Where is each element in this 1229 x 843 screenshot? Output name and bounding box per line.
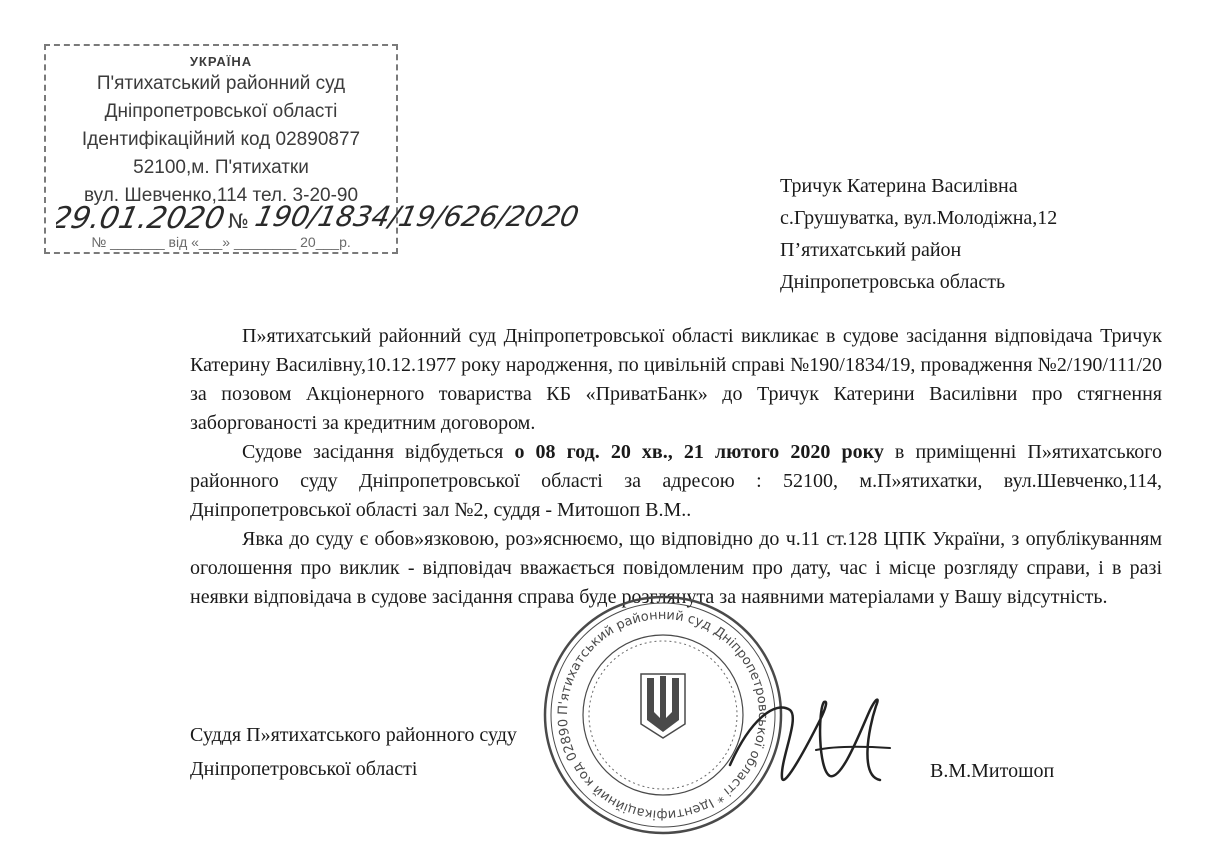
addressee-name: Тричук Катерина Василівна: [780, 175, 1018, 197]
body-paragraph-3: Явка до суду є обов»язковою, роз»яснюємо, що відповідно до ч.11 ст.128 ЦПК України, з опублікуванням оголошення про виклик - відповідач вважається повідомленим про дату, час і місце розгляду справи, і в разі неявки відповідача в судове засідання справа буде розглянута за наявними матеріалами у Вашу відсутність.: [190, 528, 1162, 608]
stamp-address-phone: вул. Шевченко,114 тел. 3-20-90: [83, 185, 359, 206]
stamp-blank-line: № _______ від «___» ________ 20___р.: [91, 234, 351, 250]
hearing-datetime: о 08 год. 20 хв., 21 лютого 2020 року: [514, 441, 884, 463]
judge-title-line-1: Суддя П»ятихатського районного суду: [190, 724, 517, 746]
hearing-location: в приміщенні П»ятихатського районного суду Дніпропетровської області за адресою : 52100, м.П»ятихатки, вул.Шевченко,114, Дніпропетровської області зал №2, суддя - Митошоп В.М..: [190, 441, 1162, 521]
stamp-id-code: Ідентифікаційний код 02890877: [81, 129, 361, 150]
addressee-oblast: Дніпропетровська область: [780, 271, 1006, 293]
stamp-region: Дніпропетровської області: [104, 101, 338, 122]
judge-title-line-2: Дніпропетровської області: [190, 758, 418, 780]
handwritten-number: 190/1834/19/626/2020: [252, 200, 582, 233]
stamp-court-name: П'ятихатський районний суд: [96, 73, 346, 94]
number-label: №: [228, 209, 249, 233]
addressee-district: П’ятихатський район: [780, 239, 962, 261]
hearing-intro: Судове засідання відбудеться: [242, 441, 515, 463]
judge-name: В.М.Митошоп: [930, 760, 1055, 782]
seal-ring-text: П'ятихатський районний суд Дніпропетровської області * Ідентифікаційний код 02890: [555, 607, 771, 823]
stamp-city: 52100,м. П'ятихатки: [133, 157, 309, 178]
body-paragraph-1: П»ятихатський районний суд Дніпропетровської області викликає в судове засідання відповідача Тричук Катерину Василівну,10.12.1977 року народження, по цивільній справі №190/1834/19, провадження №2/190/111/20 за позовом Акціонерного товариства КБ «ПриватБанк» до Тричук Катерини Василівни про стягнення заборгованості за кредитним договором.: [190, 325, 1162, 434]
trident-emblem-icon: [641, 674, 685, 738]
handwritten-signature: [720, 680, 900, 800]
addressee-street: с.Грушуватка, вул.Молодіжна,12: [780, 207, 1058, 229]
handwritten-date: 29.01.2020: [56, 201, 228, 236]
judge-title: [190, 718, 517, 786]
handwritten-registration: [56, 192, 636, 242]
addressee-block: [780, 170, 1057, 298]
stamp-country: УКРАЇНА: [189, 54, 253, 69]
summons-body: [190, 322, 1162, 612]
body-paragraph-2: [190, 438, 1162, 525]
